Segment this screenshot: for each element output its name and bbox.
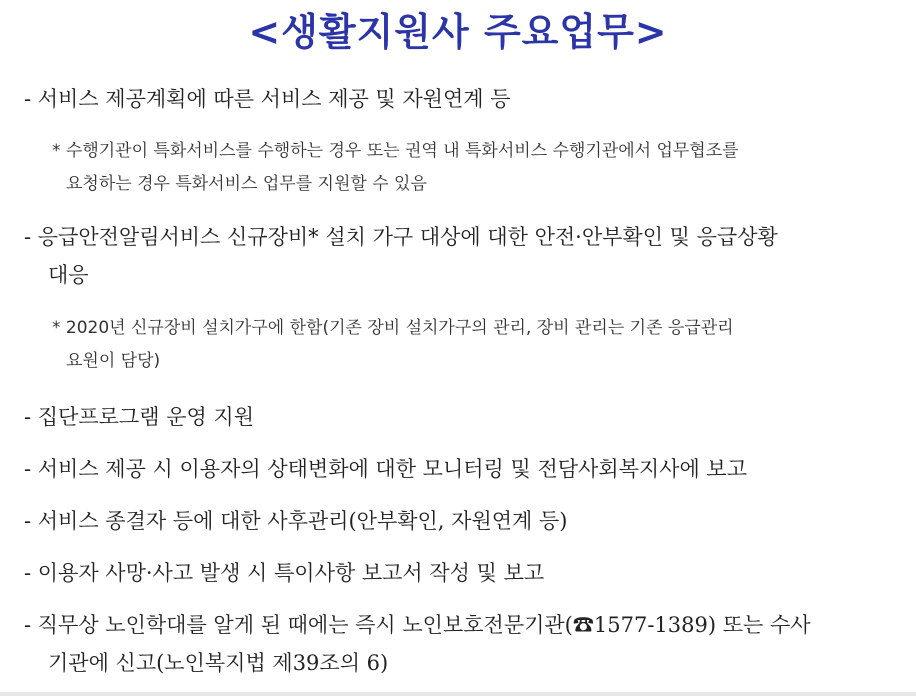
bottom-divider <box>0 692 916 696</box>
note-text-continued: 요청하는 경우 특화서비스 업무를 지원할 수 있음 <box>66 174 427 194</box>
duty-note-new-equipment <box>52 312 892 378</box>
duty-item-emergency-safety <box>24 218 890 294</box>
duty-item-incident-report <box>24 554 890 592</box>
duty-item-text: - 서비스 제공 시 이용자의 상태변화에 대한 모니터링 및 전담사회복지사에 보고 <box>24 457 747 481</box>
duty-item-text-continued: 대응 <box>48 263 89 287</box>
duty-item-text: - 응급안전알림서비스 신규장비* 설치 가구 대상에 대한 안전·안부확인 및 응급상황 <box>24 225 778 249</box>
note-text-continued: 요원이 담당) <box>66 351 161 371</box>
duty-item-text: - 집단프로그램 운영 지원 <box>24 405 254 429</box>
note-text: * 수행기관이 특화서비스를 수행하는 경우 또는 권역 내 특화서비스 수행기관에서 업무협조를 <box>52 141 739 161</box>
duty-item-monitoring <box>24 450 890 488</box>
duty-item-group-program <box>24 398 890 436</box>
note-text: * 2020년 신규장비 설치가구에 한함(기존 장비 설치가구의 관리, 장비 관리는 기존 응급관리 <box>52 318 734 338</box>
page-title: <생활지원사 주요업무> <box>248 10 668 54</box>
duty-item-text-continued: 기관에 신고(노인복지법 제39조의 6) <box>48 651 389 675</box>
duty-item-text: - 서비스 제공계획에 따른 서비스 제공 및 자원연계 등 <box>24 87 511 111</box>
duty-item-aftercare <box>24 502 890 540</box>
duty-item-service-provision <box>24 80 890 118</box>
duty-item-text: - 서비스 종결자 등에 대한 사후관리(안부확인, 자원연계 등) <box>24 509 568 533</box>
duty-note-special-service <box>52 135 892 201</box>
duty-item-text: - 이용자 사망·사고 발생 시 특이사항 보고서 작성 및 보고 <box>24 561 545 585</box>
duty-item-text: - 직무상 노인학대를 알게 된 때에는 즉시 노인보호전문기관(☎1577-1389) 또는 수사 <box>24 613 811 637</box>
duty-item-abuse-report <box>24 606 890 682</box>
